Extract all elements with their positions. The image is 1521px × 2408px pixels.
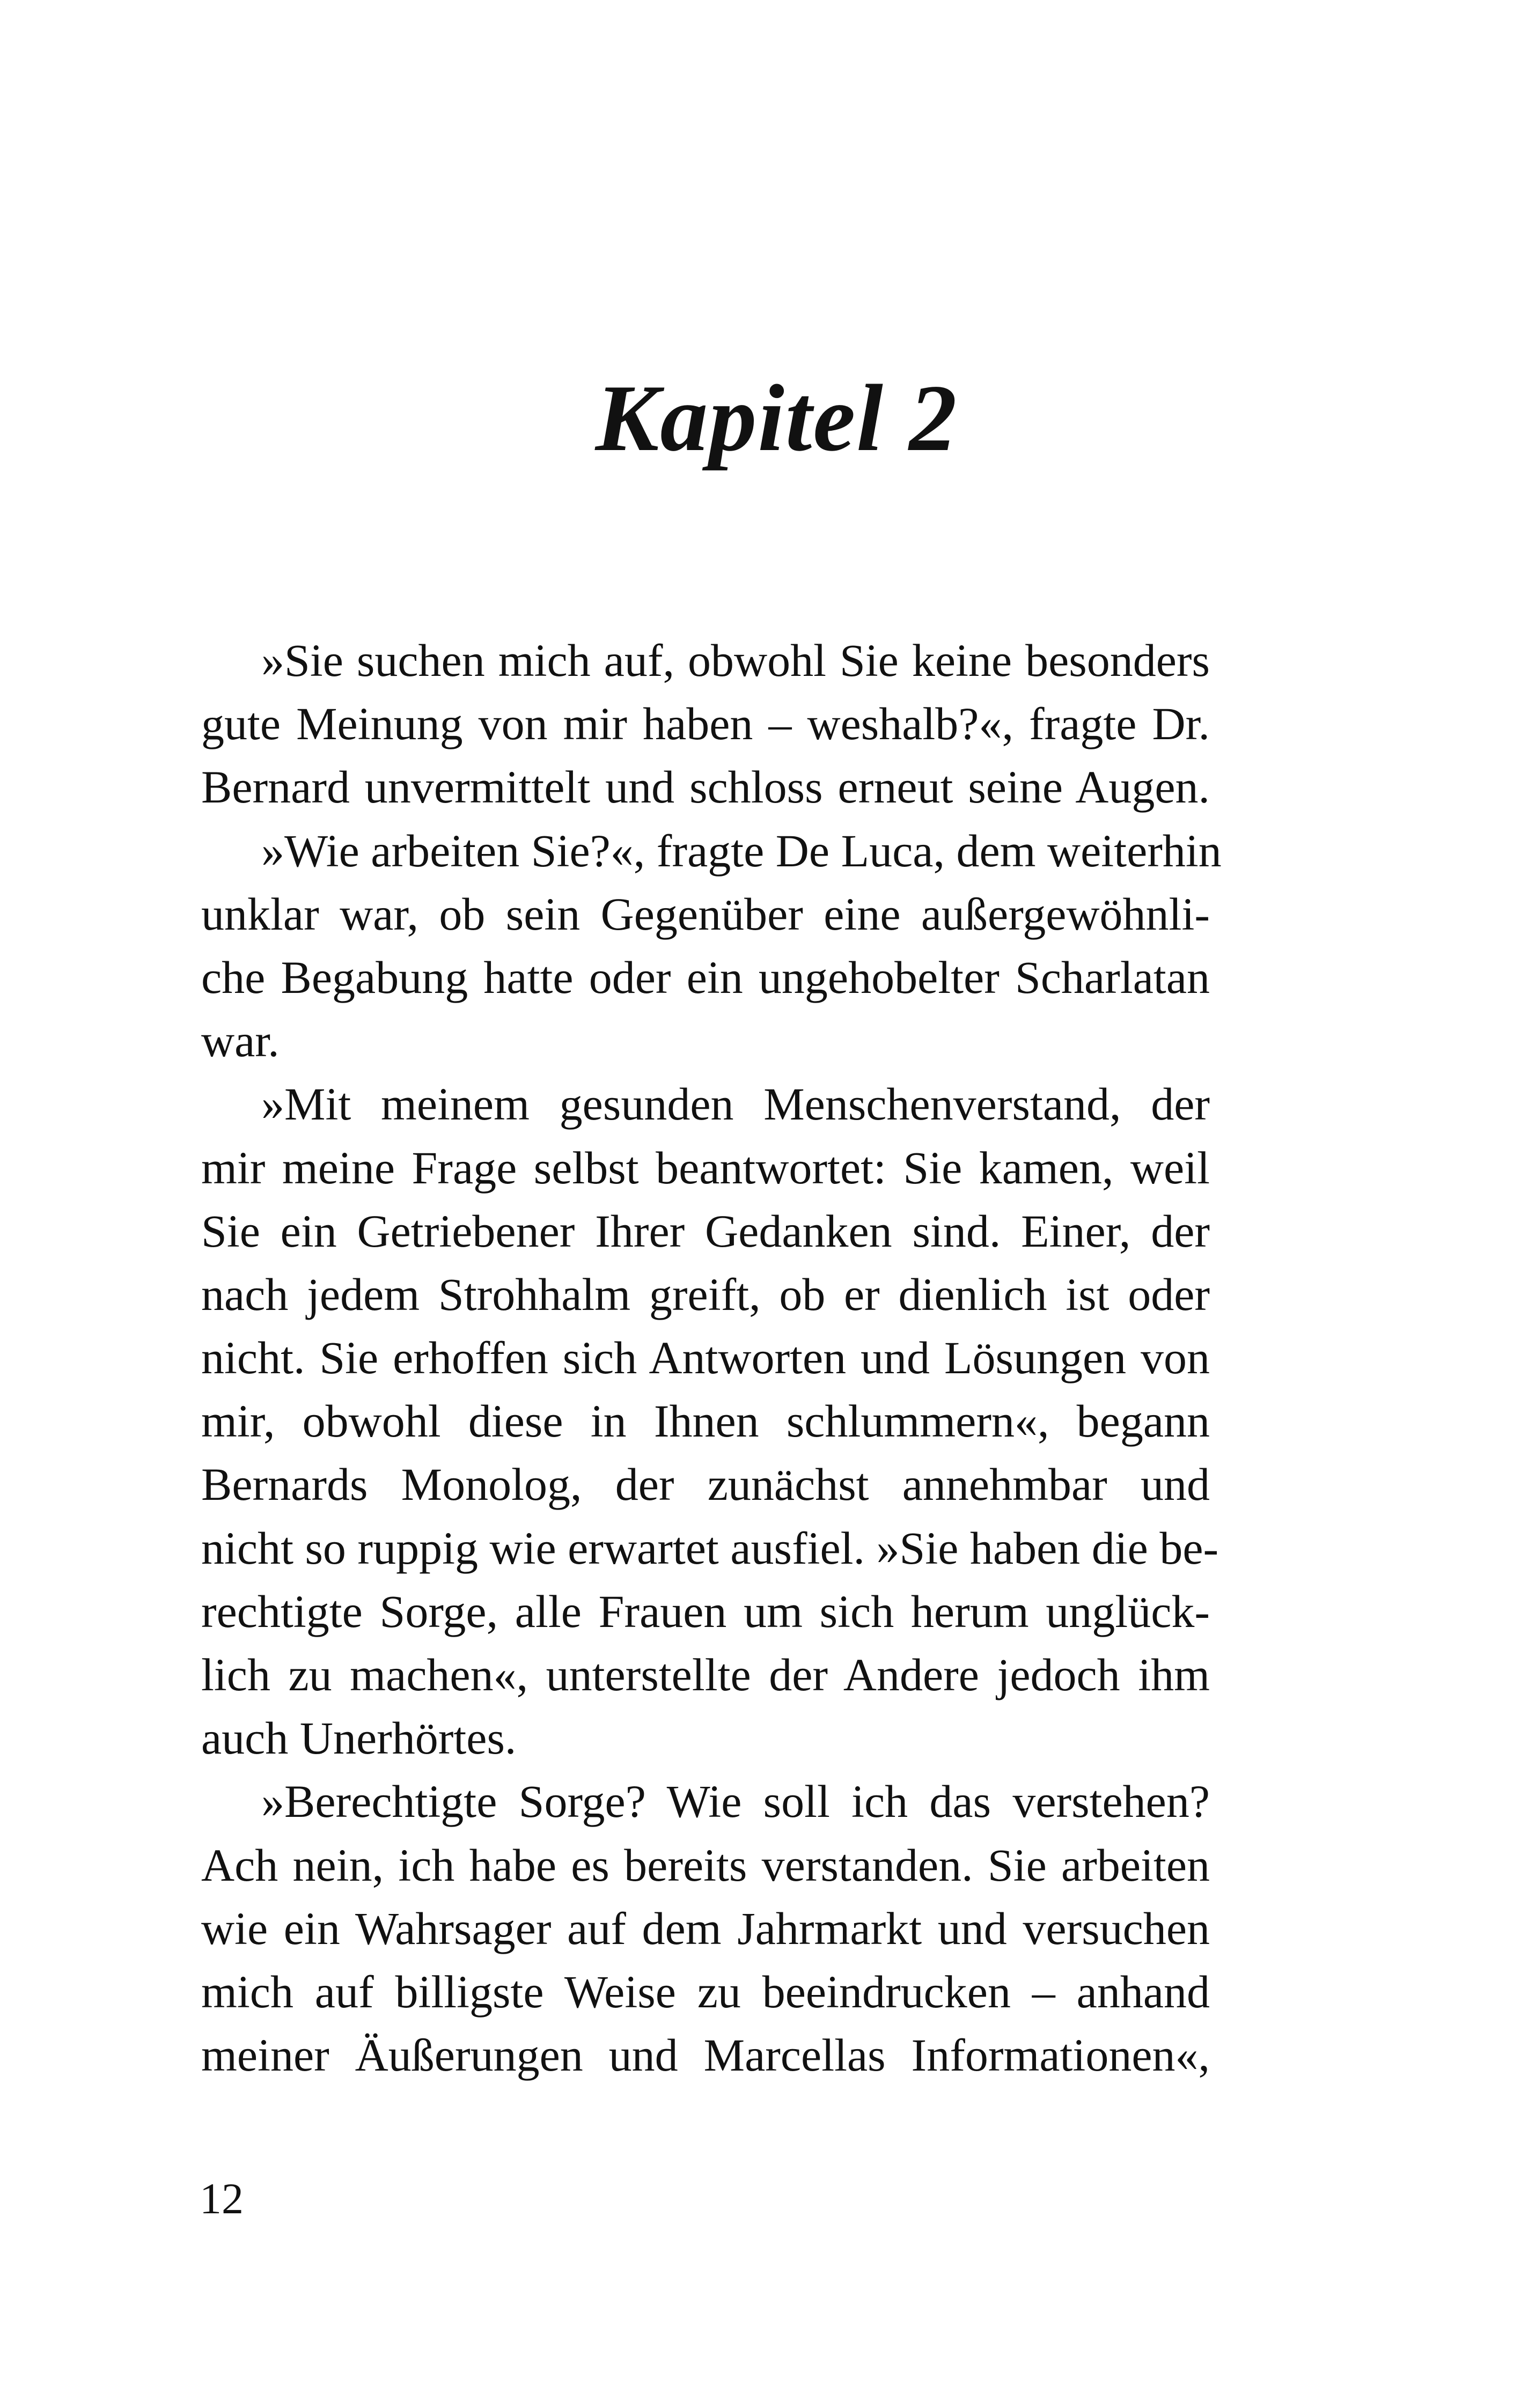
text-line: gute Meinung von mir haben – weshalb?«, fragte Dr. — [201, 698, 1210, 750]
text-line: war. — [201, 1015, 280, 1067]
text-line: »Sie suchen mich auf, obwohl Sie keine besonders — [261, 635, 1210, 686]
text-line: nach jedem Strohhalm greift, ob er dienlich ist oder — [201, 1268, 1210, 1320]
text-line: che Begabung hatte oder ein ungehobelter Scharlatan — [201, 951, 1210, 1003]
text-line: unklar war, ob sein Gegenüber eine außergewöhnli- — [201, 888, 1210, 940]
page-number: 12 — [200, 2174, 244, 2223]
text-line: meiner Äußerungen und Marcellas Informationen«, — [201, 2029, 1210, 2081]
text-line: »Mit meinem gesunden Menschenverstand, der — [261, 1078, 1210, 1130]
text-line: Bernard unvermittelt und schloss erneut seine Augen. — [201, 761, 1210, 813]
text-line: lich zu machen«, unterstellte der Andere jedoch ihm — [201, 1649, 1210, 1700]
text-line: Sie ein Getriebener Ihrer Gedanken sind. Einer, der — [201, 1205, 1210, 1257]
text-line: mir meine Frage selbst beantwortet: Sie kamen, weil — [201, 1142, 1210, 1194]
text-line: nicht so ruppig wie erwartet ausfiel. »Sie haben die be- — [201, 1522, 1219, 1574]
text-line: auch Unerhörtes. — [201, 1712, 517, 1764]
body-text — [201, 629, 1222, 2087]
text-line: mich auf billigste Weise zu beeindrucken – anhand — [201, 1965, 1210, 2017]
text-line: Bernards Monolog, der zunächst annehmbar und — [201, 1459, 1210, 1511]
text-line: »Berechtigte Sorge? Wie soll ich das verstehen? — [261, 1776, 1210, 1828]
text-line: mir, obwohl diese in Ihnen schlummern«, begann — [201, 1395, 1210, 1447]
text-line: rechtigte Sorge, alle Frauen um sich herum unglück- — [201, 1585, 1210, 1637]
text-line: nicht. Sie erhoffen sich Antworten und Lösungen von — [201, 1332, 1210, 1384]
chapter-title: Kapitel 2 — [595, 365, 958, 471]
text-line: »Wie arbeiten Sie?«, fragte De Luca, dem weiterhin — [261, 824, 1222, 877]
text-line: wie ein Wahrsager auf dem Jahrmarkt und versuchen — [201, 1902, 1210, 1954]
text-line: Ach nein, ich habe es bereits verstanden. Sie arbeiten — [201, 1839, 1210, 1891]
